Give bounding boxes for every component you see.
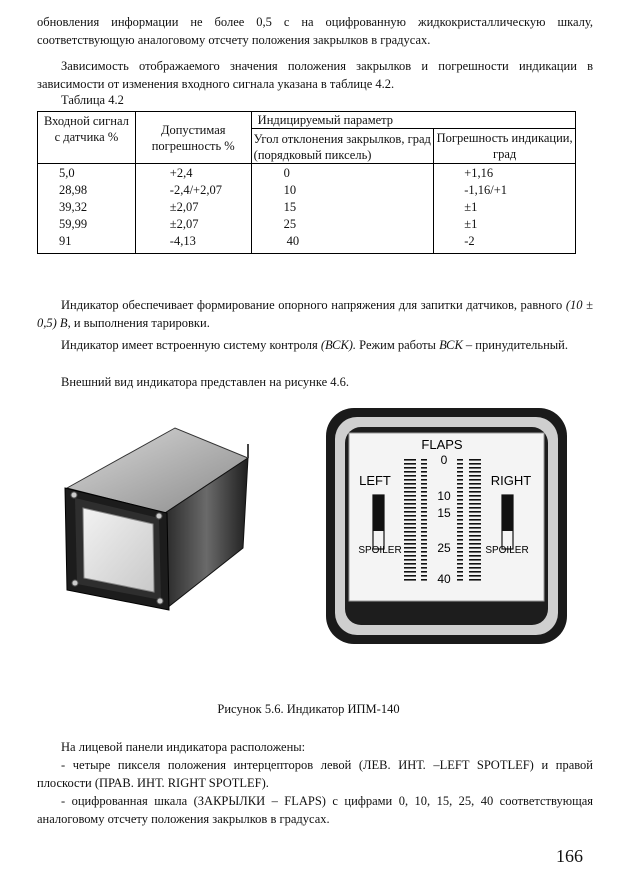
scale-tick xyxy=(469,535,481,537)
scale-tick xyxy=(421,555,427,557)
scale-tick xyxy=(421,523,427,525)
scale-tick xyxy=(404,499,416,501)
scale-tick xyxy=(457,483,463,485)
scale-tick xyxy=(457,459,463,461)
scale-tick xyxy=(421,547,427,549)
indicator-3d-illustration xyxy=(55,418,270,628)
scale-tick xyxy=(457,491,463,493)
scale-tick xyxy=(457,495,463,497)
scale-tick xyxy=(421,459,427,461)
scale-tick xyxy=(469,551,481,553)
header-angle: Угол отклонения закрылков, град (порядковый пиксель) xyxy=(251,129,434,164)
text-run: Режим работы xyxy=(356,338,440,352)
scale-tick xyxy=(457,551,463,553)
text-run: , и выполнения тарировки. xyxy=(67,316,210,330)
cell-input: 5,0 xyxy=(59,166,75,180)
scale-tick xyxy=(404,459,416,461)
scale-tick xyxy=(469,547,481,549)
paragraph-spoiler-pixels: - четыре пикселя положения интерцепторов левой (ЛЕВ. ИНТ. –LEFT SPOTLEF) и правой плоскости (ПРАВ. ИНТ. RIGHT SPOTLEF). xyxy=(37,758,593,790)
scale-tick xyxy=(457,487,463,489)
flaps-label: FLAPS xyxy=(421,437,463,452)
header-input-signal: Входной сигнал с датчика % xyxy=(38,112,136,164)
scale-tick xyxy=(404,547,416,549)
scale-tick xyxy=(404,523,416,525)
scale-tick xyxy=(469,507,481,509)
scale-tick xyxy=(457,499,463,501)
scale-tick xyxy=(469,495,481,497)
scale-tick xyxy=(421,479,427,481)
cell-input: 39,32 xyxy=(59,200,88,214)
scale-tick xyxy=(404,511,416,513)
paragraph-figure-ref: Внешний вид индикатора представлен на рисунке 4.6. xyxy=(61,375,350,389)
scale-tick xyxy=(457,475,463,477)
scale-tick xyxy=(457,571,463,573)
figure-caption: Рисунок 5.6. Индикатор ИПМ-140 xyxy=(217,702,400,716)
scale-tick xyxy=(404,487,416,489)
cell-tolerance: +2,4 xyxy=(169,166,193,180)
scale-tick xyxy=(421,475,427,477)
scale-tick xyxy=(421,503,427,505)
scale-tick xyxy=(469,503,481,505)
scale-tick xyxy=(457,575,463,577)
paragraph-dependency: Зависимость отображаемого значения положения закрылков и погрешности индикации в зависимости от изменения входного сигнала указана в таблице 4.2. xyxy=(37,59,593,91)
column-tolerance xyxy=(135,164,251,254)
scale-tick xyxy=(404,531,416,533)
scale-tick xyxy=(457,555,463,557)
cell-angle: 25 xyxy=(283,217,297,231)
header-error: Погрешность индикации, град xyxy=(434,129,576,164)
scale-mark-40: 40 xyxy=(437,572,451,586)
scale-tick xyxy=(457,527,463,529)
text-run-italic: (10 ± 0,5) В xyxy=(37,298,593,330)
scale-tick xyxy=(404,571,416,573)
paragraph-bit xyxy=(37,336,593,354)
scale-tick xyxy=(457,531,463,533)
scale-tick xyxy=(469,559,481,561)
scale-tick xyxy=(404,515,416,517)
text-run: Индикатор обеспечивает формирование опорного напряжения для запитки датчиков, равного xyxy=(61,298,566,312)
paragraph-reference-voltage xyxy=(37,296,593,332)
scale-tick xyxy=(404,519,416,521)
scale-tick xyxy=(469,459,481,461)
scale-tick xyxy=(469,571,481,573)
cell-tolerance: ±2,07 xyxy=(169,200,199,214)
scale-tick xyxy=(421,507,427,509)
scale-tick xyxy=(469,483,481,485)
spoiler-left-label: SPOILER xyxy=(358,545,402,556)
scale-tick xyxy=(404,479,416,481)
scale-tick xyxy=(404,483,416,485)
cell-error: ±1 xyxy=(464,200,478,214)
scale-tick xyxy=(457,567,463,569)
scale-tick xyxy=(457,535,463,537)
scale-tick xyxy=(421,463,427,465)
scale-tick xyxy=(421,535,427,537)
scale-tick xyxy=(469,479,481,481)
cell-tolerance: -4,13 xyxy=(169,234,196,248)
scale-tick xyxy=(421,467,427,469)
scale-tick xyxy=(421,563,427,565)
scale-tick xyxy=(469,519,481,521)
left-label: LEFT xyxy=(359,473,391,488)
column-angle xyxy=(251,164,434,254)
cell-tolerance: ±2,07 xyxy=(169,217,199,231)
scale-tick xyxy=(457,539,463,541)
scale-tick xyxy=(457,559,463,561)
scale-tick xyxy=(404,463,416,465)
text-run: Индикатор имеет встроенную систему контроля xyxy=(61,338,321,352)
scale-tick xyxy=(457,511,463,513)
scale-mark-0: 0 xyxy=(440,453,448,467)
scale-tick xyxy=(404,563,416,565)
column-error xyxy=(434,164,576,254)
scale-tick xyxy=(457,515,463,517)
scale-tick xyxy=(404,555,416,557)
scale-tick xyxy=(404,491,416,493)
cell-input: 59,99 xyxy=(59,217,88,231)
cell-tolerance: -2,4/+2,07 xyxy=(169,183,222,197)
scale-tick xyxy=(469,523,481,525)
scale-tick xyxy=(421,543,427,545)
scale-tick xyxy=(421,579,427,581)
scale-tick xyxy=(457,471,463,473)
scale-tick xyxy=(457,519,463,521)
scale-tick xyxy=(469,527,481,529)
scale-tick xyxy=(421,499,427,501)
scale-tick xyxy=(421,483,427,485)
scale-tick xyxy=(421,511,427,513)
scale-tick xyxy=(457,547,463,549)
scale-tick xyxy=(404,507,416,509)
scale-tick xyxy=(469,475,481,477)
column-input xyxy=(38,164,136,254)
text-run-italic: (ВСК). xyxy=(320,338,357,352)
header-tolerance: Допустимая погрешность % xyxy=(135,112,251,164)
scale-tick xyxy=(404,467,416,469)
cell-angle: 15 xyxy=(283,200,297,214)
scale-tick xyxy=(404,495,416,497)
page-number: 166 xyxy=(556,846,583,866)
cell-angle: 10 xyxy=(283,183,297,197)
cell-error: ±1 xyxy=(464,217,478,231)
scale-tick xyxy=(469,567,481,569)
left-spoiler-fill xyxy=(373,495,384,531)
right-label: RIGHT xyxy=(490,473,532,488)
scale-tick xyxy=(469,515,481,517)
paragraph-front-panel: На лицевой панели индикатора расположены: xyxy=(61,740,306,754)
cell-error: -1,16/+1 xyxy=(464,183,508,197)
scale-tick xyxy=(457,479,463,481)
scale-tick xyxy=(457,523,463,525)
cell-error: +1,16 xyxy=(464,166,494,180)
scale-tick xyxy=(421,527,427,529)
scale-tick xyxy=(457,503,463,505)
scale-tick xyxy=(404,471,416,473)
scale-tick xyxy=(404,503,416,505)
scale-tick xyxy=(421,567,427,569)
spoiler-right-label: SPOILER xyxy=(485,545,529,556)
scale-tick xyxy=(469,555,481,557)
scale-tick xyxy=(457,543,463,545)
cell-input: 28,98 xyxy=(59,183,88,197)
right-spoiler-fill xyxy=(502,495,513,531)
indicator-front-panel xyxy=(325,407,570,647)
scale-tick xyxy=(421,491,427,493)
scale-tick xyxy=(421,551,427,553)
scale-tick xyxy=(404,535,416,537)
scale-tick xyxy=(421,471,427,473)
data-table xyxy=(37,111,576,254)
scale-tick xyxy=(404,559,416,561)
scale-tick xyxy=(404,579,416,581)
cell-angle: 0 xyxy=(283,166,290,180)
header-displayed-parameter: Индицируемый параметр xyxy=(251,112,575,129)
scale-tick xyxy=(469,539,481,541)
paragraph-digital-scale: - оцифрованная шкала (ЗАКРЫЛКИ – FLAPS) с цифрами 0, 10, 15, 25, 40 соответствующая аналоговому отсчету положения закрылков в градусах. xyxy=(37,794,593,826)
scale-tick xyxy=(421,487,427,489)
cell-angle: 40 xyxy=(286,234,300,248)
scale-tick xyxy=(457,463,463,465)
scale-tick xyxy=(457,563,463,565)
scale-tick xyxy=(469,487,481,489)
scale-tick xyxy=(457,579,463,581)
scale-tick xyxy=(469,467,481,469)
scale-tick xyxy=(421,515,427,517)
cell-input: 91 xyxy=(59,234,72,248)
scale-tick xyxy=(469,579,481,581)
scale-mark-15: 15 xyxy=(437,506,451,520)
scale-tick xyxy=(469,463,481,465)
paragraph-flaps-update: обновления информации не более 0,5 с на оцифрованную жидкокристаллическую шкалу, соответствующую аналоговому отсчету положения закрылков в градусах. xyxy=(37,15,593,47)
cell-error: -2 xyxy=(464,234,475,248)
scale-tick xyxy=(469,499,481,501)
scale-tick xyxy=(469,511,481,513)
scale-tick xyxy=(421,559,427,561)
scale-tick xyxy=(469,575,481,577)
scale-tick xyxy=(404,575,416,577)
scale-tick xyxy=(404,543,416,545)
scale-tick xyxy=(469,491,481,493)
scale-tick xyxy=(469,531,481,533)
scale-tick xyxy=(404,475,416,477)
scale-tick xyxy=(469,563,481,565)
scale-tick xyxy=(421,575,427,577)
scale-tick xyxy=(404,551,416,553)
scale-tick xyxy=(469,471,481,473)
table-caption: Таблица 4.2 xyxy=(61,93,124,107)
scale-tick xyxy=(421,519,427,521)
scale-tick xyxy=(421,495,427,497)
text-run-italic: ВСК xyxy=(439,338,463,352)
scale-tick xyxy=(404,567,416,569)
scale-mark-10: 10 xyxy=(437,489,451,503)
scale-tick xyxy=(421,531,427,533)
scale-tick xyxy=(469,543,481,545)
scale-tick xyxy=(421,571,427,573)
text-run: – принудительный. xyxy=(462,338,568,352)
scale-tick xyxy=(421,539,427,541)
scale-tick xyxy=(404,539,416,541)
scale-tick xyxy=(457,507,463,509)
scale-mark-25: 25 xyxy=(437,541,451,555)
scale-tick xyxy=(457,467,463,469)
scale-tick xyxy=(404,527,416,529)
